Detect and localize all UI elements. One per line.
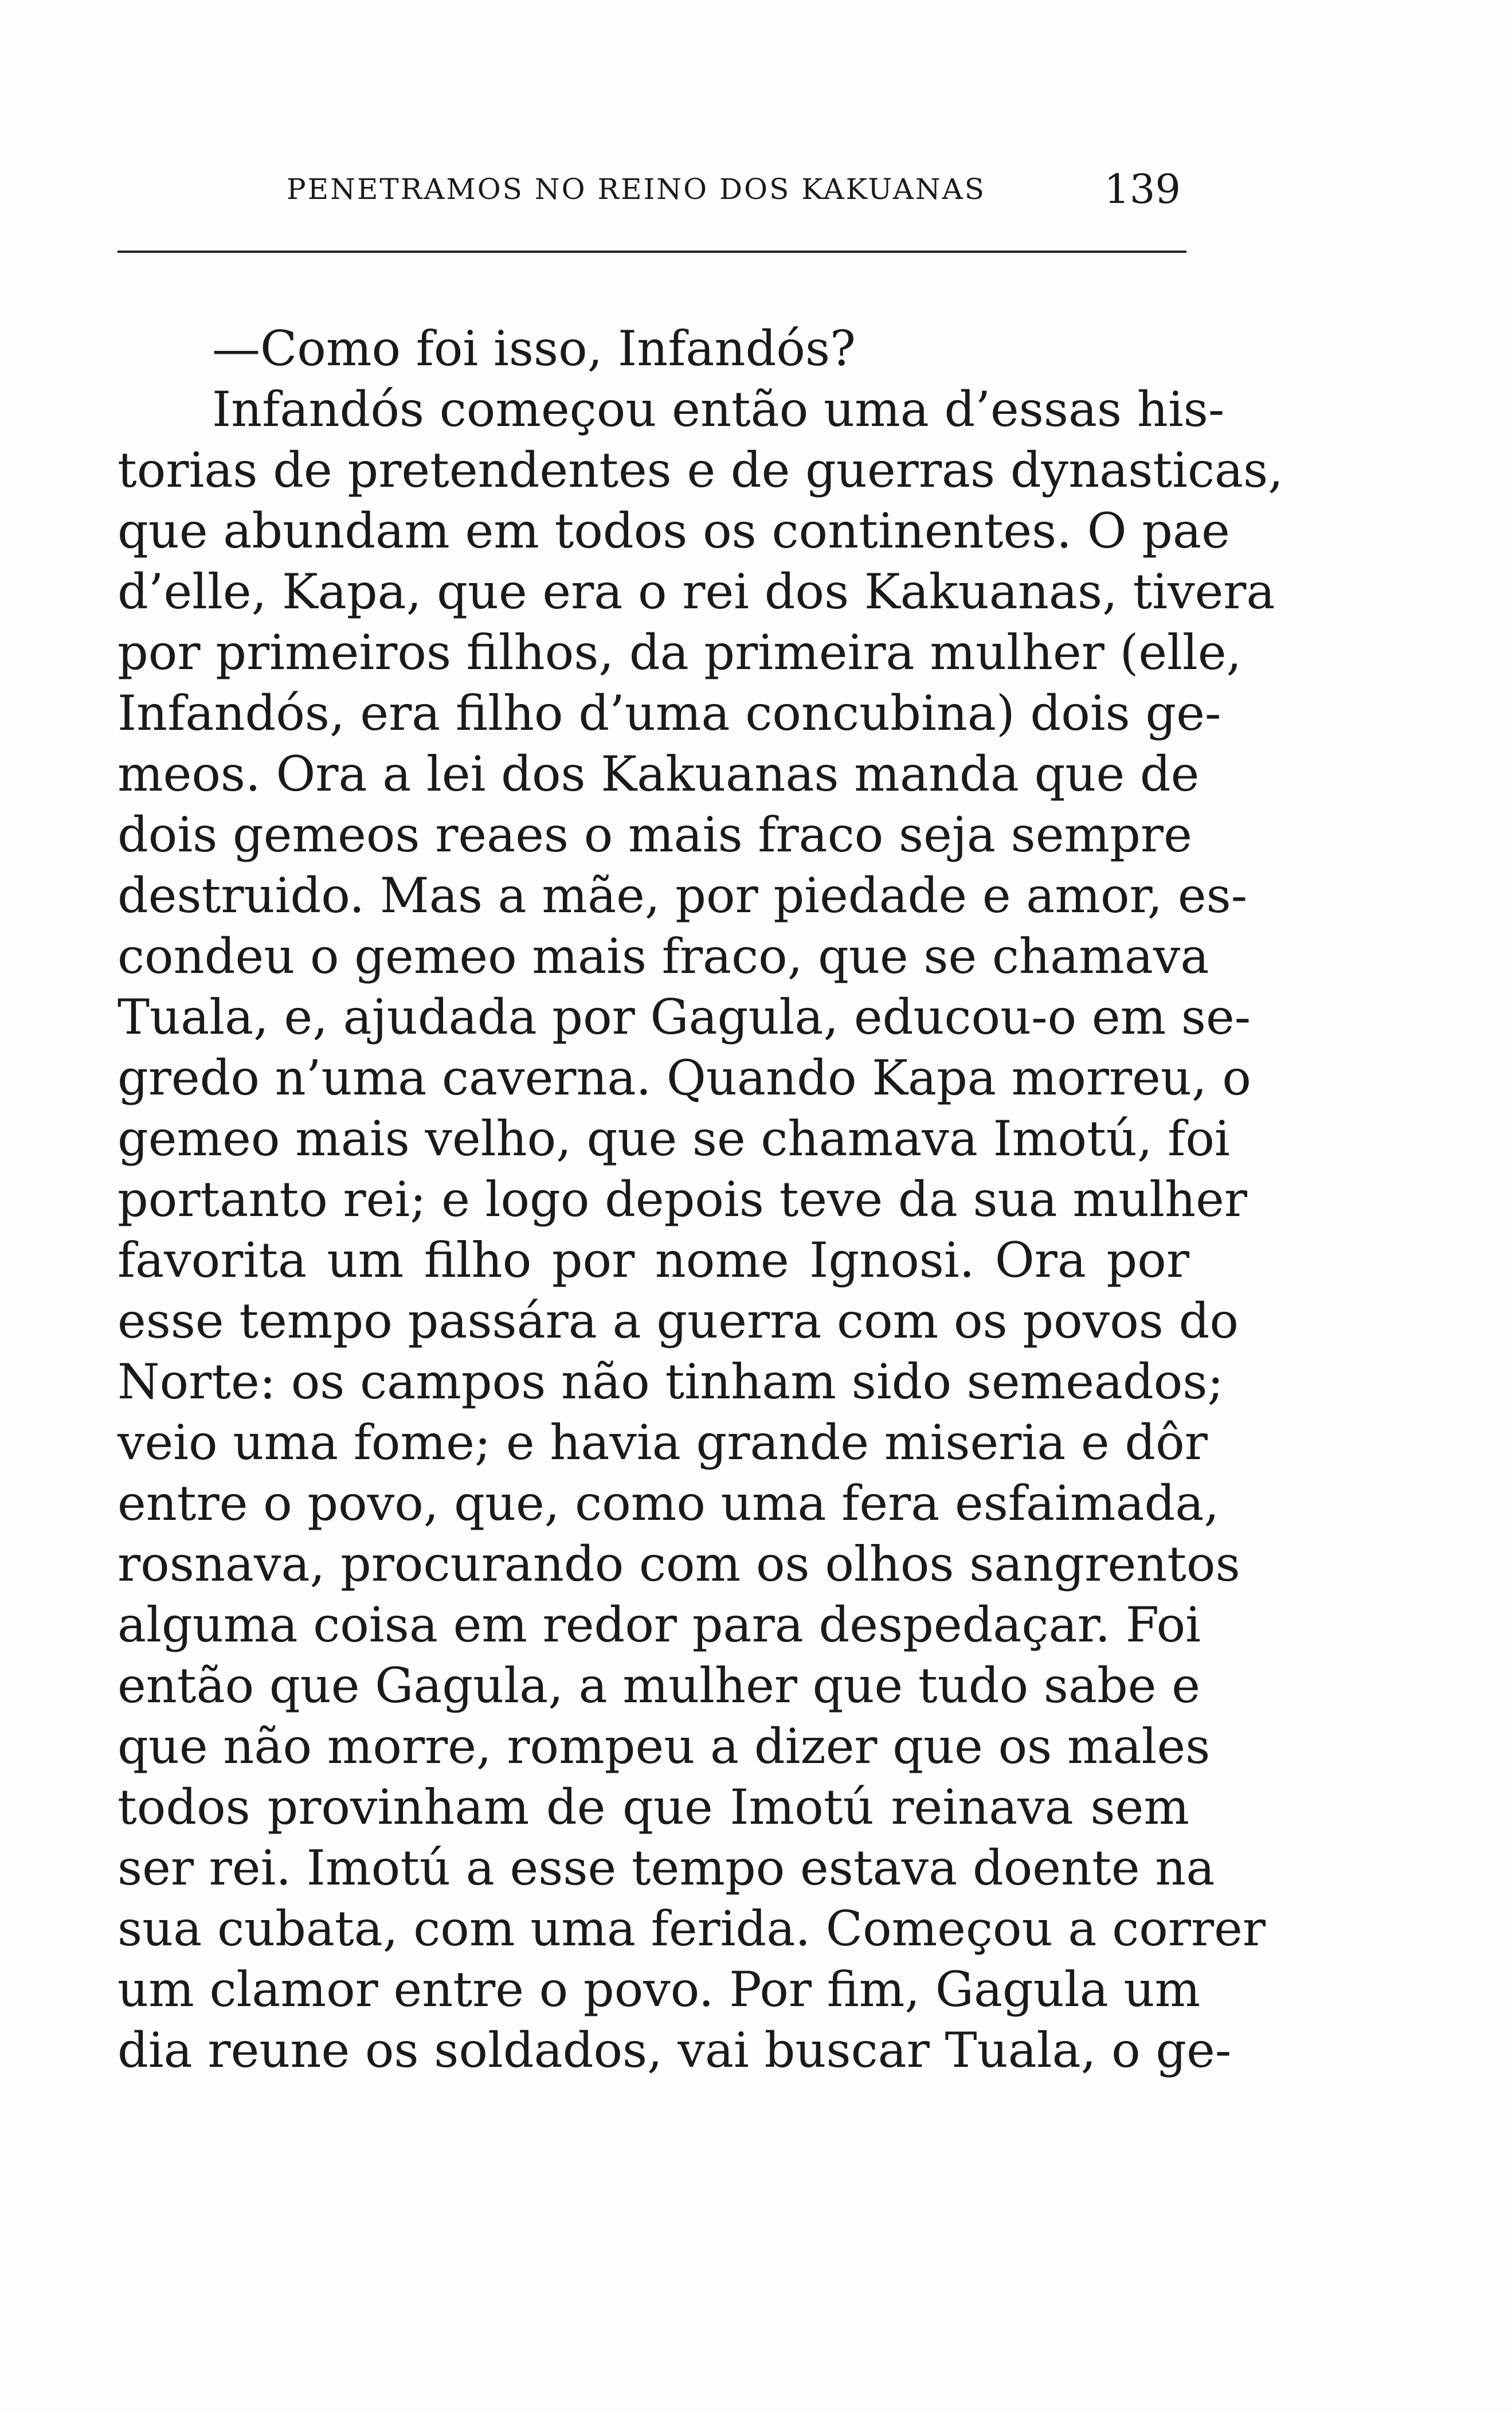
text-line: favorita um filho por nome Ignosi. Ora por [117,1232,1189,1288]
text-line: dia reune os soldados, vai buscar Tuala, o ge- [117,2022,1232,2078]
text-line: alguma coisa em redor para despedaçar. Foi [117,1597,1201,1653]
running-title: PENETRAMOS NO REINO DOS KAKUANAS [287,173,986,206]
text-line: veio uma fome; e havia grande miseria e dôr [117,1414,1208,1471]
text-line: Tuala, e, ajudada por Gagula, educou-o em se- [117,989,1251,1045]
text-line: por primeiros filhos, da primeira mulher (elle, [117,624,1242,681]
text-line: Infandós começou então uma d’essas his- [212,381,1225,437]
text-line: sua cubata, com uma ferida. Começou a correr [117,1901,1266,1957]
text-line: d’elle, Kapa, que era o rei dos Kakuanas, tivera [117,564,1275,620]
text-line: meos. Ora a lei dos Kakuanas manda que de [117,746,1200,802]
body-text [117,318,1283,2081]
text-line: gredo n’uma caverna. Quando Kapa morreu, o [117,1050,1251,1106]
text-line: um clamor entre o povo. Por fim, Gagula um [117,1961,1201,2018]
text-line: Infandós, era filho d’uma concubina) dois ge- [117,685,1221,741]
text-line: torias de pretendentes e de guerras dynasticas, [117,442,1283,498]
text-line: Norte: os campos não tinham sido semeados; [117,1354,1224,1410]
text-line: portanto rei; e logo depois teve da sua mulher [117,1171,1248,1227]
text-line: condeu o gemeo mais fraco, que se chamava [117,928,1209,984]
text-line: todos provinham de que Imotú reinava sem [117,1779,1189,1835]
text-line: rosnava, procurando com os olhos sangrentos [117,1536,1240,1592]
text-line: esse tempo passára a guerra com os povos do [117,1293,1239,1349]
page-number: 139 [1104,166,1181,213]
text-line: que não morre, rompeu a dizer que os males [117,1718,1211,1774]
text-line: —Como foi isso, Infandós? [212,320,856,377]
text-line: dois gemeos reaes o mais fraco seja sempre [117,807,1192,863]
text-line: então que Gagula, a mulher que tudo sabe e [117,1657,1200,1714]
text-line: entre o povo, que, como uma fera esfaimada, [117,1475,1220,1531]
running-head [287,166,1181,212]
header-rule [117,251,1186,253]
text-line: ser rei. Imotú a esse tempo estava doente na [117,1840,1215,1896]
text-line: destruido. Mas a mãe, por piedade e amor, es- [117,867,1248,924]
text-line: gemeo mais velho, que se chamava Imotú, foi [117,1111,1230,1167]
text-line: que abundam em todos os continentes. O pae [117,503,1230,559]
